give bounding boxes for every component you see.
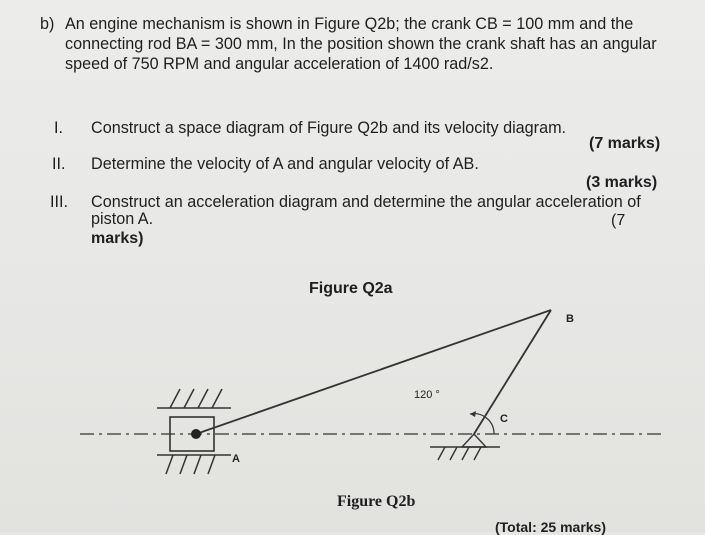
part-2-number: II. <box>52 155 66 173</box>
part-1-marks: (7 marks) <box>589 135 661 152</box>
question-text: An engine mechanism is shown in Figure Q2b; the crank CB = 100 mm and the connecting rod BA = 300 mm, In the position shown the crank shaft has an angular speed of 750 RPM and angular acceleration of 1400 rad/s2. <box>65 15 657 73</box>
upper-ground-hatching <box>157 389 231 408</box>
part-3-text-line1: Construct an acceleration diagram and determine the angular acceleration of <box>91 193 641 211</box>
part-2-text: Determine the velocity of A and angular velocity of AB. <box>91 155 479 173</box>
question-label: b) <box>40 15 55 33</box>
crank-pivot <box>430 434 500 460</box>
figure-a-caption: Figure Q2a <box>309 280 393 297</box>
angle-arc <box>470 414 494 434</box>
lower-ground-hatching <box>157 455 231 474</box>
part-1-text: Construct a space diagram of Figure Q2b and its velocity diagram. <box>91 119 567 137</box>
connecting-rod <box>196 310 551 434</box>
part-2-marks: (3 marks) <box>586 174 658 191</box>
part-3-text-line2: piston A. <box>91 210 154 228</box>
label-c: C <box>500 413 508 425</box>
angle-label: 120 ° <box>414 389 440 401</box>
part-1-number: I. <box>54 119 63 137</box>
total-marks: (Total: 25 marks) <box>495 519 606 535</box>
part-3-marks-b: marks) <box>91 230 144 247</box>
label-b: B <box>566 313 574 325</box>
part-3-number: III. <box>50 193 68 211</box>
part-3-marks-a: (7 <box>611 212 626 229</box>
pin-a <box>191 429 201 439</box>
crank <box>474 310 551 434</box>
label-a: A <box>232 453 240 465</box>
figure-b-caption: Figure Q2b <box>337 493 416 510</box>
angle-arrow-icon <box>470 411 476 417</box>
